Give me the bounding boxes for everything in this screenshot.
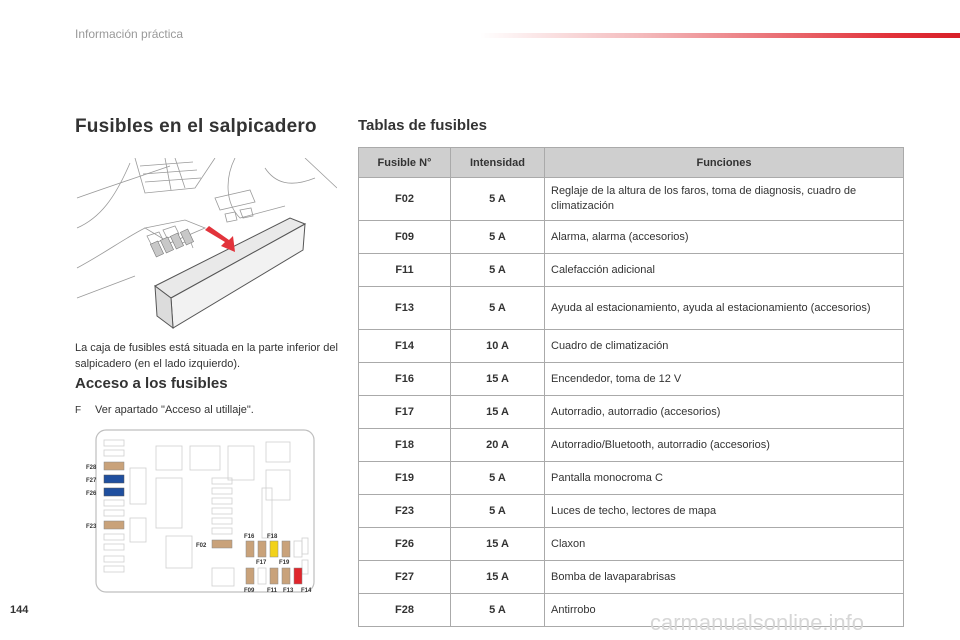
label-f28: F28 — [86, 465, 97, 471]
label-f18: F18 — [267, 534, 278, 540]
fuse-number: F09 — [359, 221, 451, 254]
fuse-number: F16 — [359, 363, 451, 396]
access-bullet — [75, 404, 254, 416]
fuse-number: F19 — [359, 462, 451, 495]
fuse-function: Autorradio, autorradio (accesorios) — [545, 396, 904, 429]
table-header-row — [359, 148, 904, 178]
access-bullet-text: Ver apartado "Acceso al utillaje". — [95, 404, 254, 416]
fuse-intensity: 15 A — [451, 561, 545, 594]
table-row — [359, 429, 904, 462]
fuse-f28 — [104, 462, 124, 470]
label-f26: F26 — [86, 491, 97, 497]
fuse-number: F27 — [359, 561, 451, 594]
table-row — [359, 363, 904, 396]
label-f02: F02 — [196, 543, 207, 549]
fuse-f18 — [270, 541, 278, 557]
table-row — [359, 330, 904, 363]
table-row — [359, 396, 904, 429]
table-row — [359, 221, 904, 254]
label-f14: F14 — [301, 588, 312, 594]
fuse-number: F28 — [359, 594, 451, 627]
table-row — [359, 462, 904, 495]
fuse-intensity: 5 A — [451, 594, 545, 627]
fuse-function: Ayuda al estacionamiento, ayuda al estacionamiento (accesorios) — [545, 287, 904, 330]
fuse-f23 — [104, 521, 124, 529]
fuse-intensity: 20 A — [451, 429, 545, 462]
header-functions: Funciones — [545, 148, 904, 178]
fuse-intensity: 15 A — [451, 396, 545, 429]
tables-title: Tablas de fusibles — [358, 117, 487, 134]
label-f11: F11 — [267, 588, 278, 594]
table-row — [359, 178, 904, 221]
watermark: carmanualsonline.info — [650, 610, 865, 635]
fuse-function: Calefacción adicional — [545, 254, 904, 287]
section-label: Información práctica — [75, 27, 184, 41]
fuse-number: F02 — [359, 178, 451, 221]
fuse-f09 — [246, 568, 254, 584]
fuse-number: F18 — [359, 429, 451, 462]
fuse-intensity: 5 A — [451, 495, 545, 528]
fuse-f26 — [104, 488, 124, 496]
fuse-intensity: 15 A — [451, 528, 545, 561]
fuse-f11 — [270, 568, 278, 584]
fuse-number: F14 — [359, 330, 451, 363]
fuse-f13 — [282, 568, 290, 584]
fuse-intensity: 10 A — [451, 330, 545, 363]
fuse-intensity: 5 A — [451, 462, 545, 495]
fuse-box-diagram — [82, 428, 322, 598]
label-f17: F17 — [256, 560, 267, 566]
page-title: Fusibles en el salpicadero — [75, 116, 317, 137]
dashboard-illustration — [75, 158, 337, 334]
fuse-intensity: 5 A — [451, 221, 545, 254]
header-fuse-number: Fusible N° — [359, 148, 451, 178]
fuse-f19 — [282, 541, 290, 557]
label-f16: F16 — [244, 534, 255, 540]
fuse-function: Encendedor, toma de 12 V — [545, 363, 904, 396]
label-f27: F27 — [86, 478, 97, 484]
fuse-number: F13 — [359, 287, 451, 330]
fuse-number: F17 — [359, 396, 451, 429]
fuse-function: Pantalla monocroma C — [545, 462, 904, 495]
fuse-function: Cuadro de climatización — [545, 330, 904, 363]
fuse-intensity: 5 A — [451, 178, 545, 221]
header-accent-bar — [480, 33, 960, 38]
fuse-intensity: 5 A — [451, 287, 545, 330]
fuse-intensity: 15 A — [451, 363, 545, 396]
fuse-function: Antirrobo — [545, 594, 904, 627]
table-row — [359, 495, 904, 528]
fuse-f02 — [212, 540, 232, 548]
table-row — [359, 528, 904, 561]
fuse-table — [358, 147, 904, 627]
fuse-function: Reglaje de la altura de los faros, toma de diagnosis, cuadro de climatización — [545, 178, 904, 221]
fuse-function: Bomba de lavaparabrisas — [545, 561, 904, 594]
fuse-intensity: 5 A — [451, 254, 545, 287]
header-intensity: Intensidad — [451, 148, 545, 178]
fuse-number: F26 — [359, 528, 451, 561]
fuse-function: Alarma, alarma (accesorios) — [545, 221, 904, 254]
table-row — [359, 561, 904, 594]
label-f13: F13 — [283, 588, 294, 594]
fuse-f27 — [104, 475, 124, 483]
access-title: Acceso a los fusibles — [75, 375, 228, 392]
page-number: 144 — [10, 604, 29, 616]
fuse-function: Autorradio/Bluetooth, autorradio (accesorios) — [545, 429, 904, 462]
fuse-function: Luces de techo, lectores de mapa — [545, 495, 904, 528]
table-row — [359, 254, 904, 287]
fuse-f17 — [258, 541, 266, 557]
fuse-number: F11 — [359, 254, 451, 287]
bullet-marker: F — [75, 405, 82, 416]
fuse-f14 — [294, 568, 302, 584]
caption: La caja de fusibles está situada en la parte inferior del salpicadero (en el lado izquierdo). — [75, 342, 338, 370]
fuse-f16 — [246, 541, 254, 557]
fuse-number: F23 — [359, 495, 451, 528]
label-f19: F19 — [279, 560, 290, 566]
fuse-function: Claxon — [545, 528, 904, 561]
label-f09: F09 — [244, 588, 255, 594]
label-f23: F23 — [86, 524, 97, 530]
table-row — [359, 287, 904, 330]
